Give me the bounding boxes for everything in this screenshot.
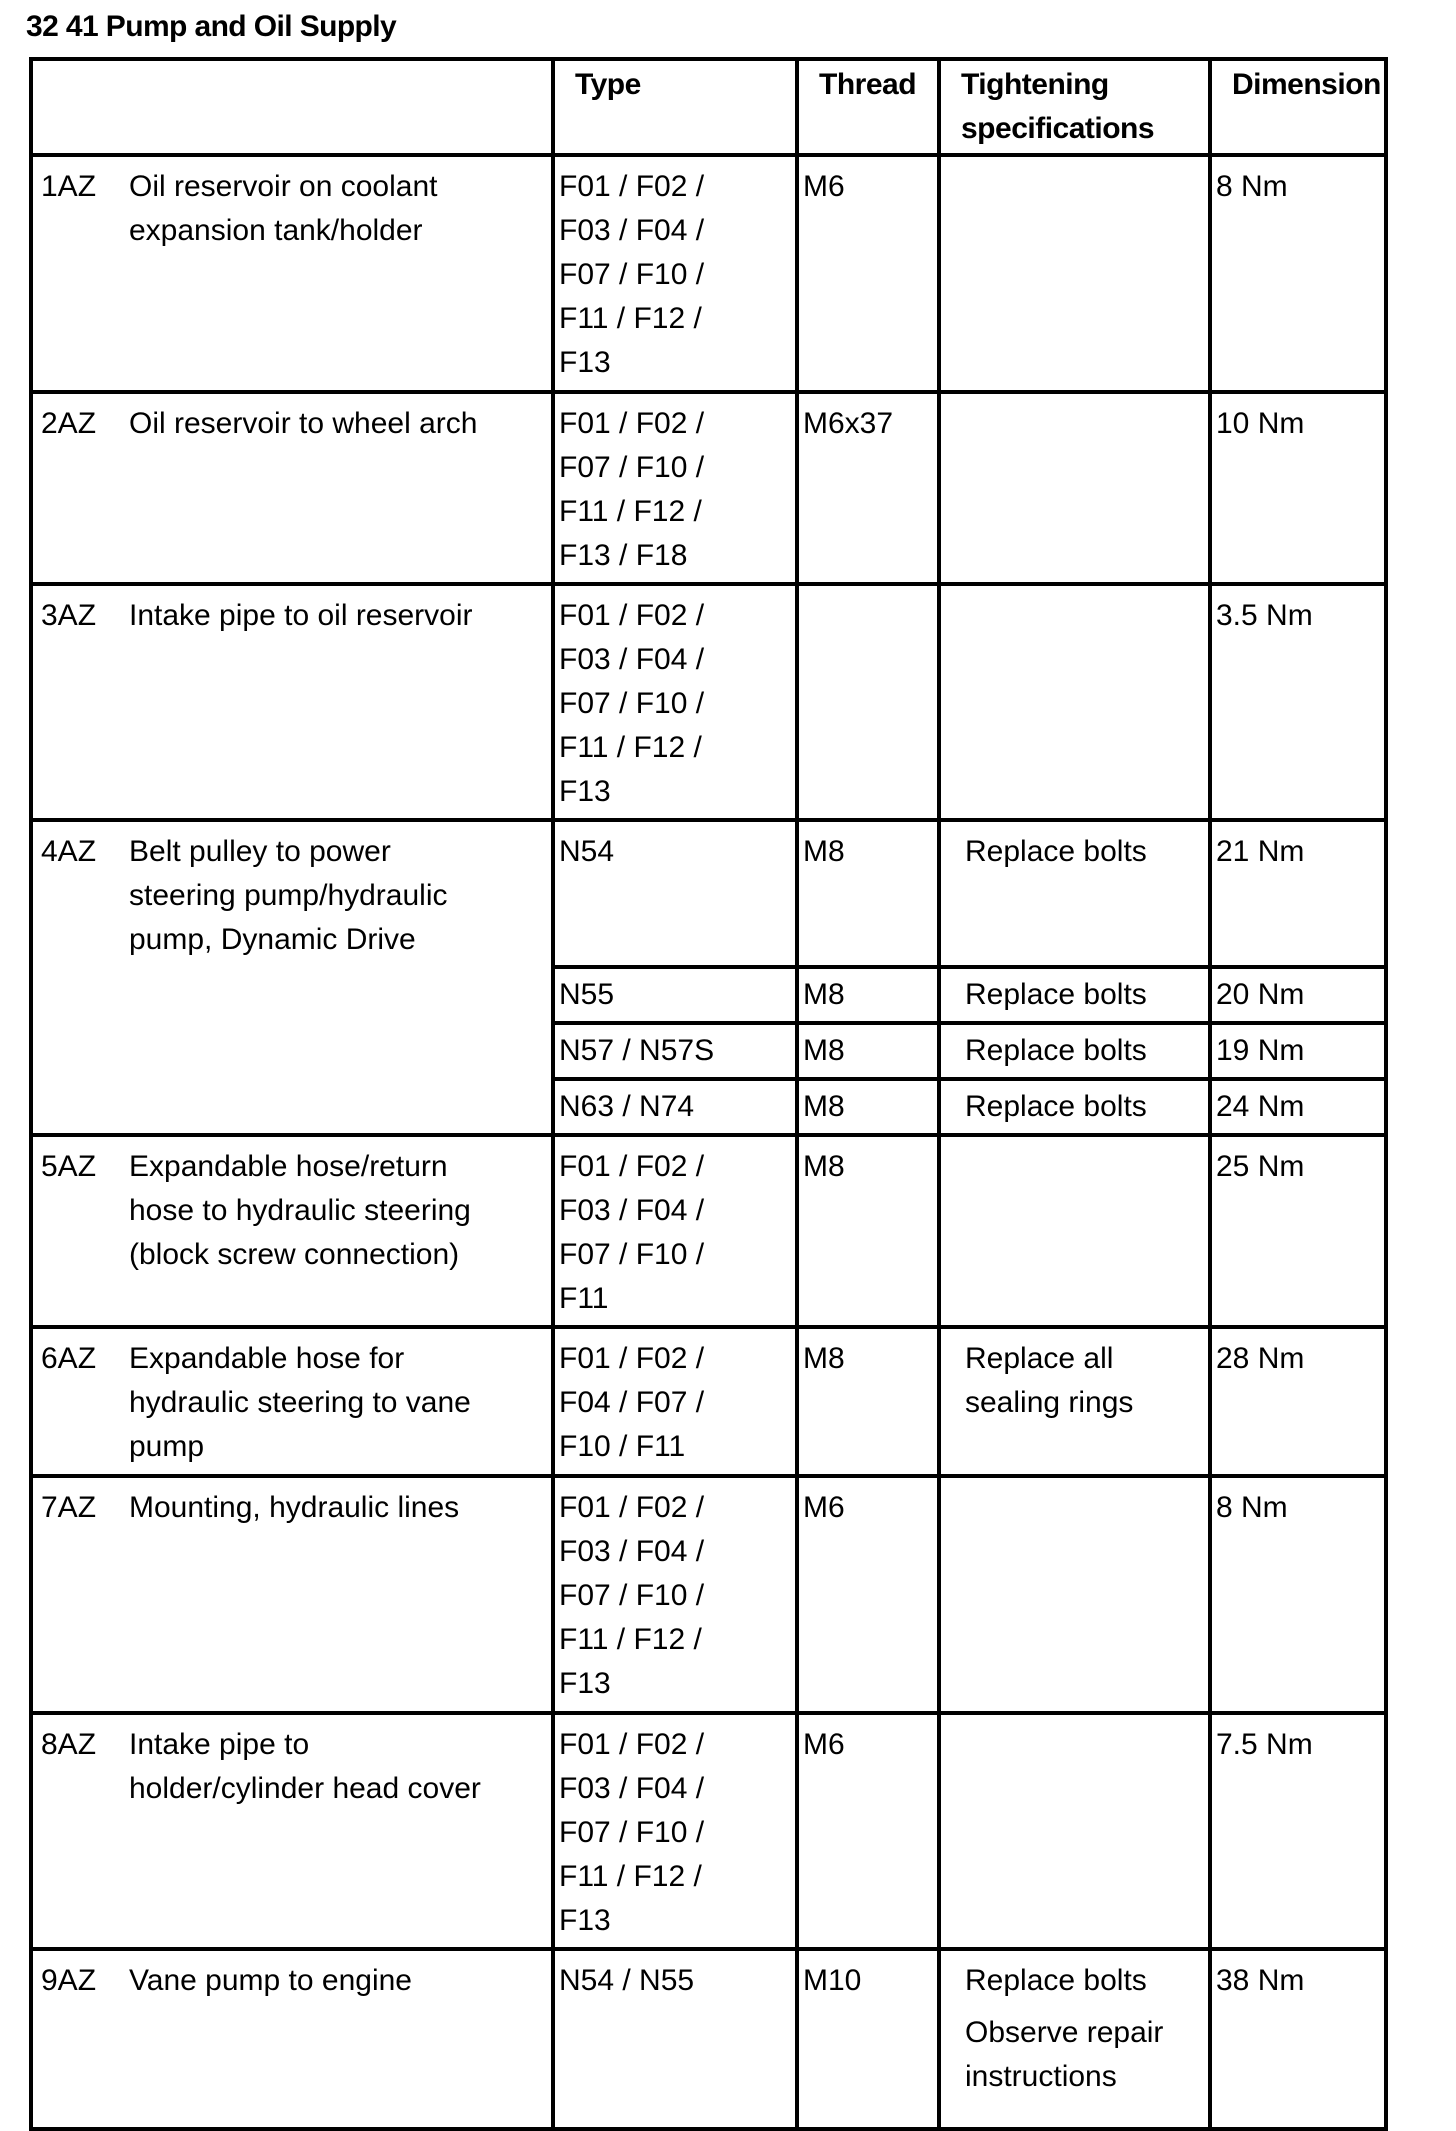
item-description: Expandable hose for hydraulic steering to vane pump bbox=[129, 1342, 471, 1463]
item-cell bbox=[31, 820, 553, 1135]
thread-cell: M8 bbox=[797, 820, 939, 967]
type-cell: N54 bbox=[553, 820, 797, 967]
item-code: 8AZ bbox=[41, 1728, 97, 1761]
thread-cell: M8 bbox=[797, 1135, 939, 1327]
type-cell: F01 / F02 / F03 / F04 / F07 / F10 / F11 / F12 / F13 bbox=[553, 1713, 797, 1949]
table-row bbox=[31, 155, 1386, 392]
page-title: 32 41 Pump and Oil Supply bbox=[26, 10, 397, 43]
type-cell: N63 / N74 bbox=[553, 1079, 797, 1135]
item-description: Oil reservoir to wheel arch bbox=[129, 407, 478, 440]
item-code: 2AZ bbox=[41, 407, 97, 440]
type-cell: F01 / F02 / F03 / F04 / F07 / F10 / F11 / F12 / F13 bbox=[553, 155, 797, 392]
dimension-cell: 38 Nm bbox=[1210, 1949, 1386, 2129]
dimension-cell: 20 Nm bbox=[1210, 967, 1386, 1023]
item-description: Intake pipe to holder/cylinder head cover bbox=[129, 1728, 481, 1805]
spec-note-1: Replace bolts bbox=[965, 1964, 1147, 1997]
type-cell: F01 / F02 / F03 / F04 / F07 / F10 / F11 bbox=[553, 1135, 797, 1327]
spec-note-2: Observe repair instructions bbox=[965, 2016, 1164, 2093]
spec-cell bbox=[939, 1476, 1210, 1713]
spec-cell bbox=[939, 1713, 1210, 1949]
spec-cell bbox=[939, 1135, 1210, 1327]
item-description: Mounting, hydraulic lines bbox=[129, 1491, 460, 1524]
dimension-cell: 8 Nm bbox=[1210, 155, 1386, 392]
spec-cell bbox=[939, 1949, 1210, 2129]
item-cell bbox=[31, 392, 553, 584]
item-code: 4AZ bbox=[41, 835, 97, 868]
spec-cell: Replace all sealing rings bbox=[939, 1327, 1210, 1476]
dimension-cell: 21 Nm bbox=[1210, 820, 1386, 967]
type-cell: N54 / N55 bbox=[553, 1949, 797, 2129]
spec-cell: Replace bolts bbox=[939, 1079, 1210, 1135]
dimension-cell: 10 Nm bbox=[1210, 392, 1386, 584]
thread-cell: M10 bbox=[797, 1949, 939, 2129]
spec-cell: Replace bolts bbox=[939, 967, 1210, 1023]
dimension-cell: 24 Nm bbox=[1210, 1079, 1386, 1135]
item-description: Oil reservoir on coolant expansion tank/holder bbox=[129, 170, 438, 247]
item-cell bbox=[31, 1135, 553, 1327]
item-cell bbox=[31, 1476, 553, 1713]
thread-cell: M8 bbox=[797, 1023, 939, 1079]
thread-cell: M8 bbox=[797, 1327, 939, 1476]
item-code: 6AZ bbox=[41, 1342, 97, 1375]
header-row bbox=[31, 59, 1386, 155]
item-description: Expandable hose/return hose to hydraulic steering (block screw connection) bbox=[129, 1150, 471, 1271]
table-row bbox=[31, 1949, 1386, 2129]
item-description: Vane pump to engine bbox=[129, 1964, 412, 1997]
table-row bbox=[31, 1713, 1386, 1949]
table-row bbox=[31, 392, 1386, 584]
item-description: Intake pipe to oil reservoir bbox=[129, 599, 473, 632]
thread-cell: M6 bbox=[797, 1476, 939, 1713]
torque-spec-table bbox=[29, 57, 1388, 2131]
header-item bbox=[31, 59, 553, 155]
thread-cell: M6 bbox=[797, 155, 939, 392]
dimension-cell: 8 Nm bbox=[1210, 1476, 1386, 1713]
item-code: 7AZ bbox=[41, 1491, 97, 1524]
type-cell: N57 / N57S bbox=[553, 1023, 797, 1079]
item-description: Belt pulley to power steering pump/hydraulic pump, Dynamic Drive bbox=[129, 835, 448, 956]
dimension-cell: 25 Nm bbox=[1210, 1135, 1386, 1327]
thread-cell: M8 bbox=[797, 967, 939, 1023]
item-code: 3AZ bbox=[41, 599, 97, 632]
item-cell bbox=[31, 155, 553, 392]
thread-cell bbox=[797, 584, 939, 820]
item-cell bbox=[31, 1327, 553, 1476]
type-cell: N55 bbox=[553, 967, 797, 1023]
spec-cell bbox=[939, 392, 1210, 584]
spec-cell: Replace bolts bbox=[939, 820, 1210, 967]
type-cell: F01 / F02 / F04 / F07 / F10 / F11 bbox=[553, 1327, 797, 1476]
table-row bbox=[31, 1135, 1386, 1327]
dimension-cell: 7.5 Nm bbox=[1210, 1713, 1386, 1949]
type-cell: F01 / F02 / F07 / F10 / F11 / F12 / F13 / F18 bbox=[553, 392, 797, 584]
spec-cell bbox=[939, 155, 1210, 392]
item-cell bbox=[31, 584, 553, 820]
item-cell bbox=[31, 1949, 553, 2129]
type-cell: F01 / F02 / F03 / F04 / F07 / F10 / F11 / F12 / F13 bbox=[553, 1476, 797, 1713]
thread-cell: M6x37 bbox=[797, 392, 939, 584]
type-cell: F01 / F02 / F03 / F04 / F07 / F10 / F11 / F12 / F13 bbox=[553, 584, 797, 820]
thread-cell: M8 bbox=[797, 1079, 939, 1135]
spec-cell: Replace bolts bbox=[939, 1023, 1210, 1079]
table-row bbox=[31, 1476, 1386, 1713]
item-code: 9AZ bbox=[41, 1964, 97, 1997]
table-row bbox=[31, 820, 1386, 967]
header-type: Type bbox=[553, 59, 797, 155]
table-row bbox=[31, 1327, 1386, 1476]
dimension-cell: 3.5 Nm bbox=[1210, 584, 1386, 820]
spec-cell bbox=[939, 584, 1210, 820]
dimension-cell: 28 Nm bbox=[1210, 1327, 1386, 1476]
header-thread: Thread bbox=[797, 59, 939, 155]
table-row bbox=[31, 584, 1386, 820]
header-dimension: Dimension bbox=[1210, 59, 1386, 155]
dimension-cell: 19 Nm bbox=[1210, 1023, 1386, 1079]
item-code: 1AZ bbox=[41, 170, 97, 203]
item-cell bbox=[31, 1713, 553, 1949]
item-code: 5AZ bbox=[41, 1150, 97, 1183]
thread-cell: M6 bbox=[797, 1713, 939, 1949]
header-tightening: Tightening specifications bbox=[939, 59, 1210, 155]
